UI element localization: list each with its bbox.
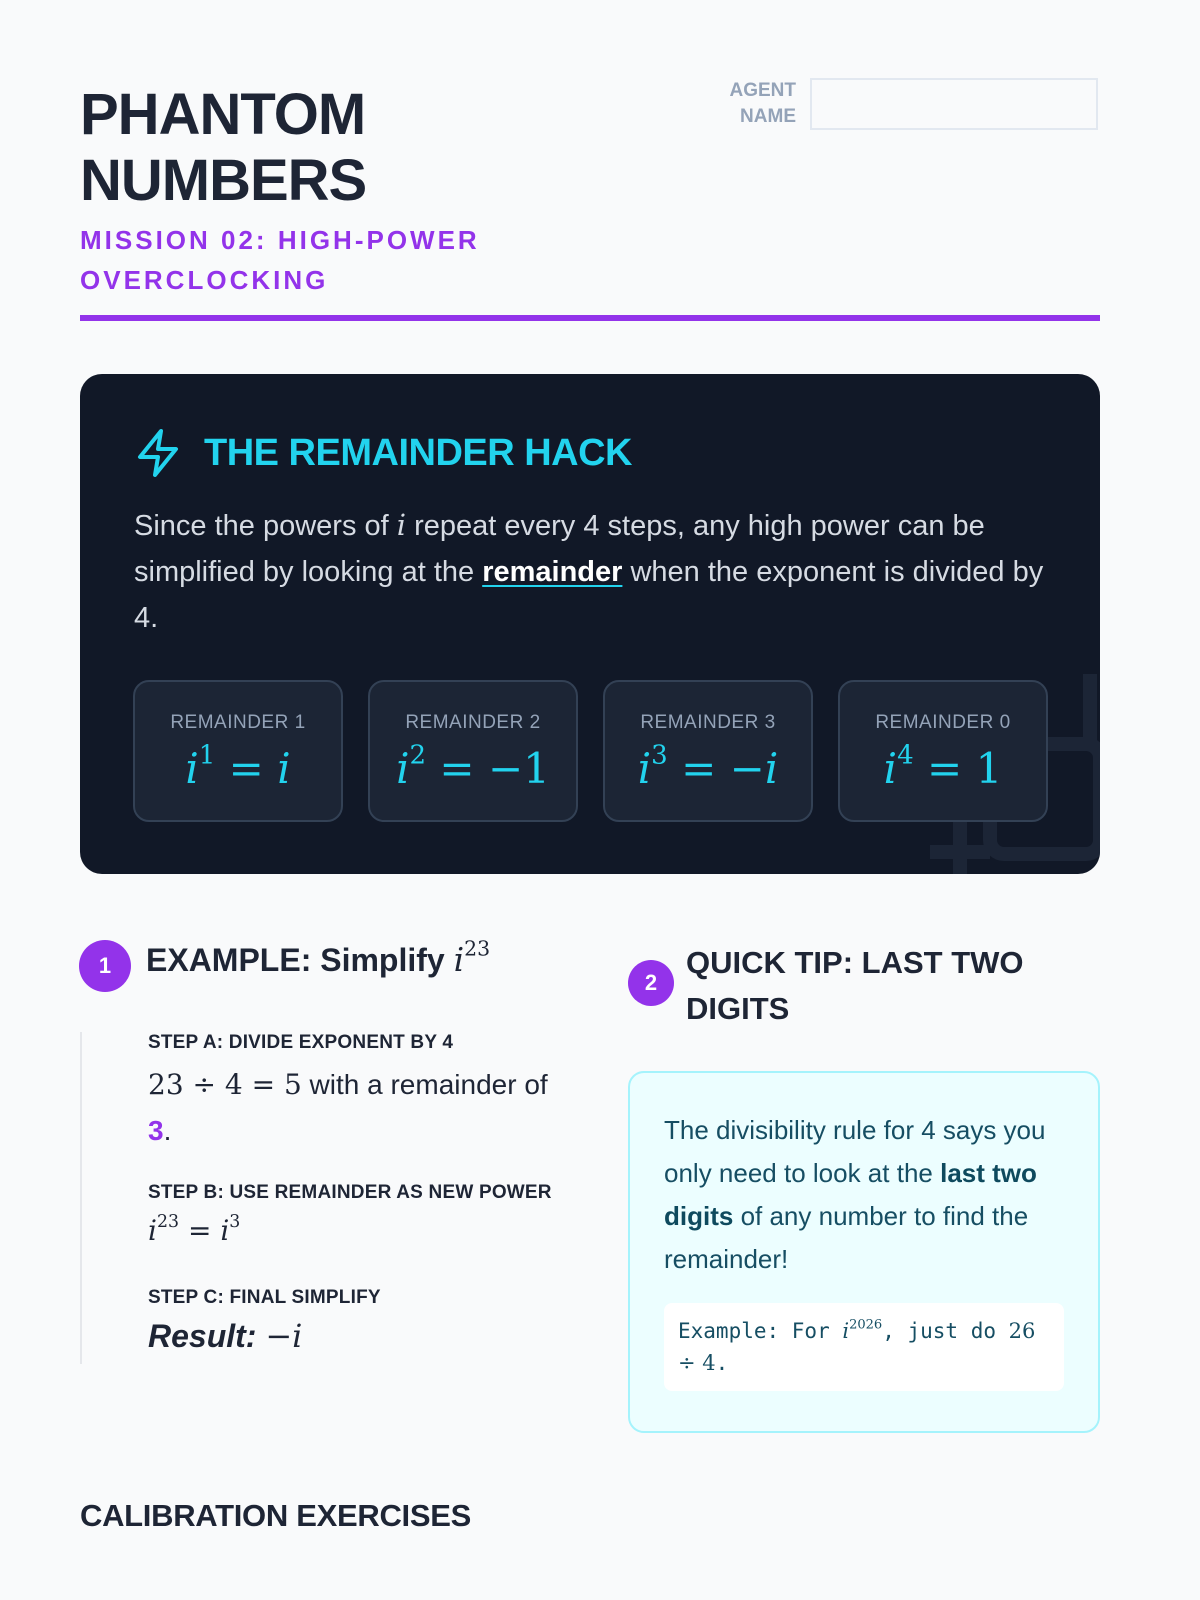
step-b-value: $i^{23} = i^3$ — [148, 1211, 241, 1247]
step-a-value: 23 ÷ 4 = 5 with a remainder of 3. — [148, 1068, 548, 1146]
agent-name-label: AGENT NAME — [729, 80, 796, 127]
step-b-label: STEP B: USE REMAINDER AS NEW POWER — [148, 1182, 552, 1203]
tip-title: QUICK TIP: LAST TWO DIGITS — [686, 945, 1024, 1026]
card-header — [134, 428, 632, 478]
step-c-label: STEP C: FINAL SIMPLIFY — [148, 1287, 381, 1308]
remainder-formula: $i^3 = -i$ — [637, 740, 779, 793]
quick-tip-box — [628, 1071, 1100, 1433]
remainder-card-1: REMAINDER 1 $i^1 = i$ — [133, 680, 343, 822]
page-header — [80, 82, 600, 300]
example-title: EXAMPLE: Simplify $i^{23}$ — [146, 936, 491, 979]
card-title: THE REMAINDER HACK — [204, 431, 632, 474]
example-steps — [80, 1032, 562, 1364]
mission-subtitle: MISSION 02: HIGH-POWER OVERCLOCKING — [80, 225, 480, 295]
remainder-hack-card — [80, 374, 1100, 874]
step-a-label: STEP A: DIVIDE EXPONENT BY 4 — [148, 1032, 454, 1053]
remainder-formula: $i^1 = i$ — [185, 740, 291, 793]
remainder-card-0: REMAINDER 0 $i^4 = 1$ — [838, 680, 1048, 822]
header-divider — [80, 315, 1100, 321]
final-result: Result: −i — [148, 1317, 303, 1355]
calibration-exercises-heading: CALIBRATION EXERCISES — [80, 1498, 471, 1533]
agent-name-field-group — [724, 78, 1098, 130]
remainder-keyword: remainder — [482, 556, 623, 588]
page-title: PHANTOM NUMBERS — [80, 82, 367, 213]
card-description: Since the powers of i repeat every 4 steps, any high power can be simplified by looking at the remainder when the exponent is divided by 4. — [134, 508, 1044, 634]
remainder-card-3: REMAINDER 3 $i^3 = -i$ — [603, 680, 813, 822]
step-badge-2: 2 — [628, 960, 674, 1006]
agent-name-input[interactable] — [810, 78, 1098, 130]
remainder-card-2: REMAINDER 2 $i^2 = -1$ — [368, 680, 578, 822]
remainder-formula: $i^2 = -1$ — [396, 740, 550, 793]
tip-text: The divisibility rule for 4 says you only need to look at the last two digits of any number to find the remainder! — [664, 1115, 1046, 1274]
step-badge-1: 1 — [79, 940, 131, 992]
remainder-formula: $i^4 = 1$ — [883, 740, 1003, 793]
lightning-icon — [134, 428, 182, 478]
tip-example-code: Example: For $i^{2026}$, just do 26 ÷ 4. — [664, 1303, 1064, 1391]
